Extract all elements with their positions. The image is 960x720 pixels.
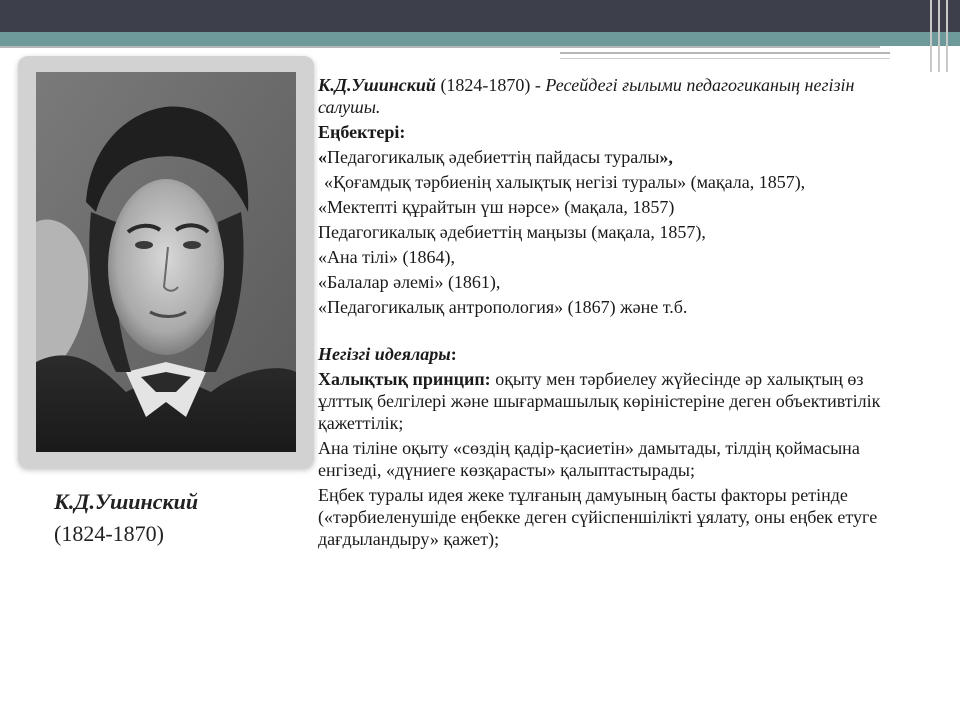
principle-text: оқыту мен тәрбиелеу жүйесінде әр халықтың өз ұлттық белгілері және шығармашылық көріністеріне деген объективтілік қажеттілік; (318, 369, 881, 433)
works-heading: Еңбектері: (318, 122, 406, 142)
works-item: «Педагогикалық антропология» (1867) және т.б. (318, 297, 688, 317)
header-line (0, 46, 880, 48)
intro-name: К.Д.Ушинский (318, 75, 436, 95)
works-item: Педагогикалық әдебиеттің маңызы (мақала, 1857), (318, 222, 706, 242)
header-dark-stripe (0, 0, 960, 32)
intro-description: Ресейдегі ғылыми педагогиканың негізін салушы. (318, 75, 855, 117)
ideas-heading: Негізгі идеялары: (318, 344, 457, 364)
caption-name: К.Д.Ушинский (54, 489, 199, 514)
works-item: «Педагогикалық әдебиеттің пайдасы туралы», (318, 147, 673, 167)
portrait-frame (18, 56, 314, 468)
portrait-image (36, 72, 296, 452)
principle-label: Халықтық принцип: (318, 369, 491, 389)
works-item: «Ана тілі» (1864), (318, 247, 455, 267)
intro-years: (1824-1870) - (435, 75, 546, 95)
header-line (560, 52, 890, 54)
header-vertical-line (946, 0, 948, 72)
principle-paragraph (318, 368, 918, 434)
works-item: «Балалар әлемі» (1861), (318, 272, 501, 292)
works-item: «Мектепті құрайтын үш нәрсе» (мақала, 1857) (318, 197, 675, 217)
header-vertical-line (938, 0, 940, 72)
header-vertical-line (930, 0, 932, 72)
portrait-caption (54, 486, 198, 550)
idea-paragraph: Еңбек туралы идея жеке тұлғаның дамуының басты факторы ретінде («тәрбиеленушіде еңбекке деген сүйіспеншілікті ұялату, оны еңбек етуге дағдыландыру» қажет); (318, 485, 878, 549)
idea-paragraph: Ана тіліне оқыту «сөздің қадір-қасиетін» дамытады, тілдің қоймасына енгізеді, «дүниеге көзқарасты» қалыптастырады; (318, 438, 860, 480)
header-teal-stripe (0, 32, 960, 46)
main-text (318, 74, 918, 550)
header-line (560, 58, 890, 59)
works-item: «Қоғамдық тәрбиенің халықтық негізі туралы» (мақала, 1857), (324, 172, 806, 192)
intro-paragraph (318, 74, 918, 118)
caption-years: (1824-1870) (54, 521, 164, 546)
